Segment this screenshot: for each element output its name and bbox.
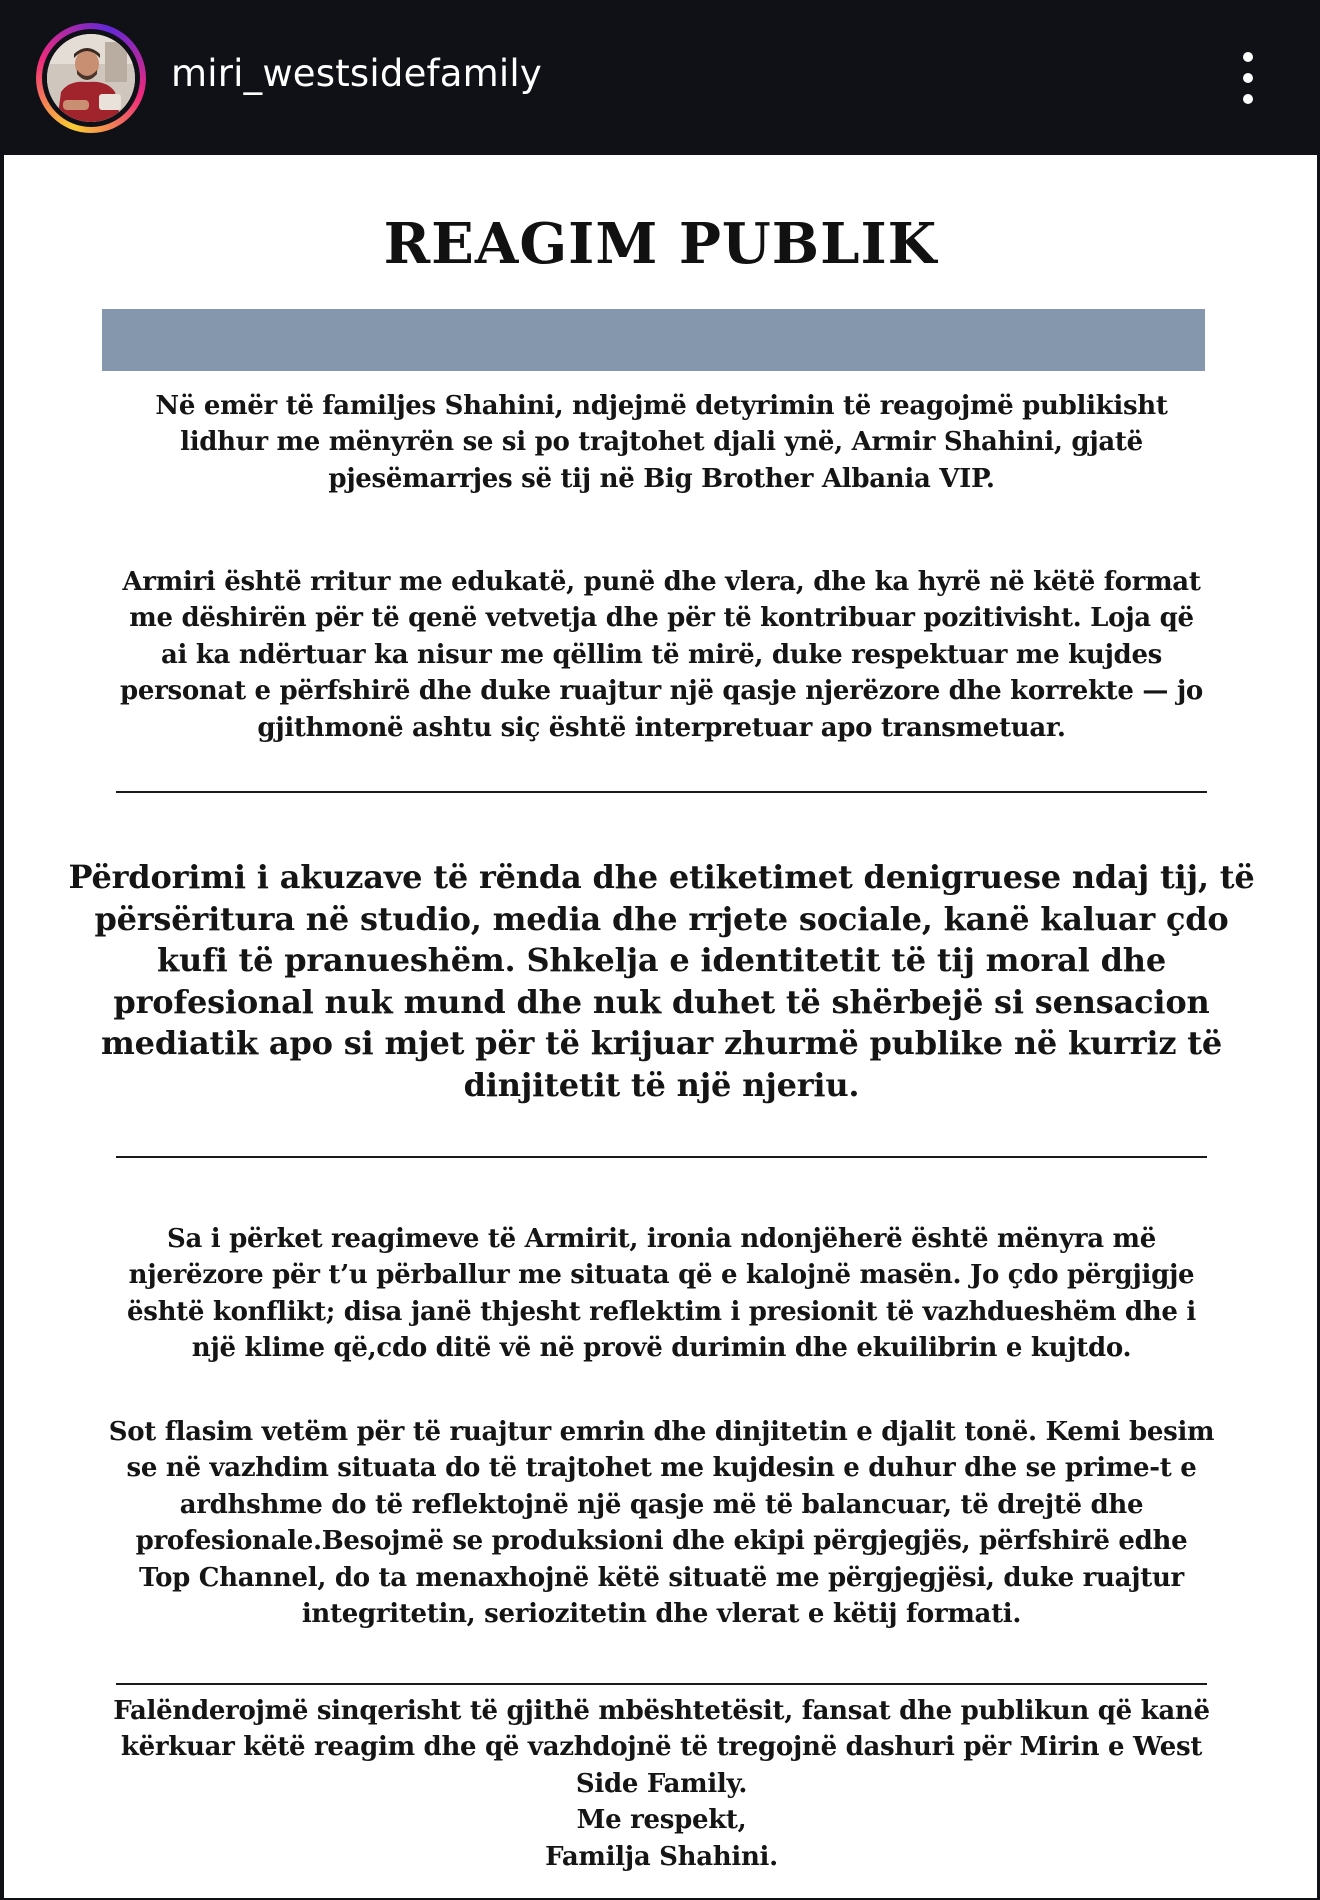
text-line: përsëritura në studio, media dhe rrjete sociale, kanë kaluar çdo [94, 899, 1229, 938]
divider [116, 791, 1207, 793]
paragraph-thanks [64, 1693, 1259, 1875]
text-line: një klime që,cdo ditë vë në provë durimin dhe ekuilibrin e kujtdo. [191, 1333, 1132, 1364]
paragraph-accusations [64, 857, 1259, 1106]
dot [1243, 94, 1253, 104]
divider [116, 1156, 1207, 1158]
text-line: Në emër të familjes Shahini, ndjejmë detyrimin të reagojmë publikisht [155, 391, 1168, 421]
text-line: Përdorimi i akuzave të rënda dhe etiketimet denigruese ndaj tij, të [68, 858, 1255, 896]
paragraph-background [64, 564, 1259, 746]
text-line: pjesëmarrjes së tij në Big Brother Albania VIP. [328, 463, 995, 494]
text-line: Sa i përket reagimeve të Armirit, ironia ndonjëherë është mënyra më [166, 1224, 1156, 1254]
document-title: REAGIM PUBLIK [383, 211, 938, 277]
text-line: njerëzore për t’u përballur me situata që e kalojnë masën. Jo çdo përgjigje [128, 1260, 1195, 1291]
text-line: gjithmonë ashtu siç është interpretuar apo transmetuar. [257, 712, 1066, 743]
username[interactable]: miri_westsidefamily [171, 52, 542, 95]
text-line: se në vazhdim situata do të trajtohet me kujdesin e duhur dhe se prime-t e [126, 1453, 1197, 1484]
text-line: kufi të pranueshëm. Shkelja e identitetit të tij moral dhe [157, 941, 1166, 979]
text-line: ai ka ndërtuar ka nisur me qëllim të mirë, duke respektuar me kujdes [160, 639, 1163, 670]
story-ring[interactable] [36, 23, 146, 133]
avatar-gap [42, 29, 140, 127]
paragraph-reactions [64, 1221, 1259, 1367]
text-line: lidhur me mënyrën se si po trajtohet djali ynë, Armir Shahini, gjatë [180, 427, 1143, 458]
text-line: Armiri është rritur me edukatë, punë dhe vlera, dhe ka hyrë në këtë format [122, 567, 1201, 597]
title-band [102, 309, 1205, 371]
text-line: profesional nuk mund dhe nuk duhet të shërbejë si sensacion [113, 982, 1210, 1021]
divider [116, 1683, 1207, 1685]
dot [1243, 52, 1253, 62]
text-line: ardhshme do të reflektojnë një qasje më të balancuar, të drejtë dhe [179, 1489, 1144, 1520]
signature: Familja Shahini. [545, 1841, 778, 1872]
signoff: Me respekt, [576, 1805, 747, 1836]
text-line: personat e përfshirë dhe duke ruajtur një qasje njerëzore dhe korrekte — jo [120, 676, 1203, 707]
text-line: Side Family. [575, 1768, 748, 1799]
avatar[interactable] [47, 34, 135, 122]
paragraph-intro [64, 388, 1259, 497]
paragraph-dignity [64, 1414, 1259, 1632]
avatar-photo-icon [47, 34, 135, 122]
text-line: me dëshirën për të qenë vetvetja dhe për të kontribuar pozitivisht. Loja që [129, 603, 1194, 634]
text-line: Top Channel, do ta menaxhojnë këtë situatë me përgjegjësi, duke ruajtur [139, 1562, 1184, 1593]
text-line: kërkuar këtë reagim dhe që vazhdojnë të tregojnë dashuri për Mirin e West [120, 1732, 1203, 1763]
statement-document [4, 155, 1317, 1898]
text-line: është konflikt; disa janë thjesht reflektim i presionit të vazhdueshëm dhe i [127, 1296, 1196, 1327]
text-line: profesionale.Besojmë se produksioni dhe ekipi përgjegjës, përfshirë edhe [135, 1526, 1188, 1557]
dot [1243, 73, 1253, 83]
text-line: dinjitetit të një njeriu. [463, 1065, 860, 1104]
text-line: Falënderojmë sinqerisht të gjithë mbështetësit, fansat dhe publikun që kanë [113, 1696, 1210, 1726]
text-line: integritetin, seriozitetin dhe vlerat e këtij formati. [301, 1599, 1022, 1630]
post-header [0, 0, 1320, 155]
more-vertical-icon[interactable] [1236, 52, 1260, 104]
text-line: mediatik apo si mjet për të krijuar zhurmë publike në kurriz të [101, 1024, 1222, 1062]
text-line: Sot flasim vetëm për të ruajtur emrin dhe dinjitetin e djalit tonë. Kemi besim [108, 1417, 1215, 1447]
